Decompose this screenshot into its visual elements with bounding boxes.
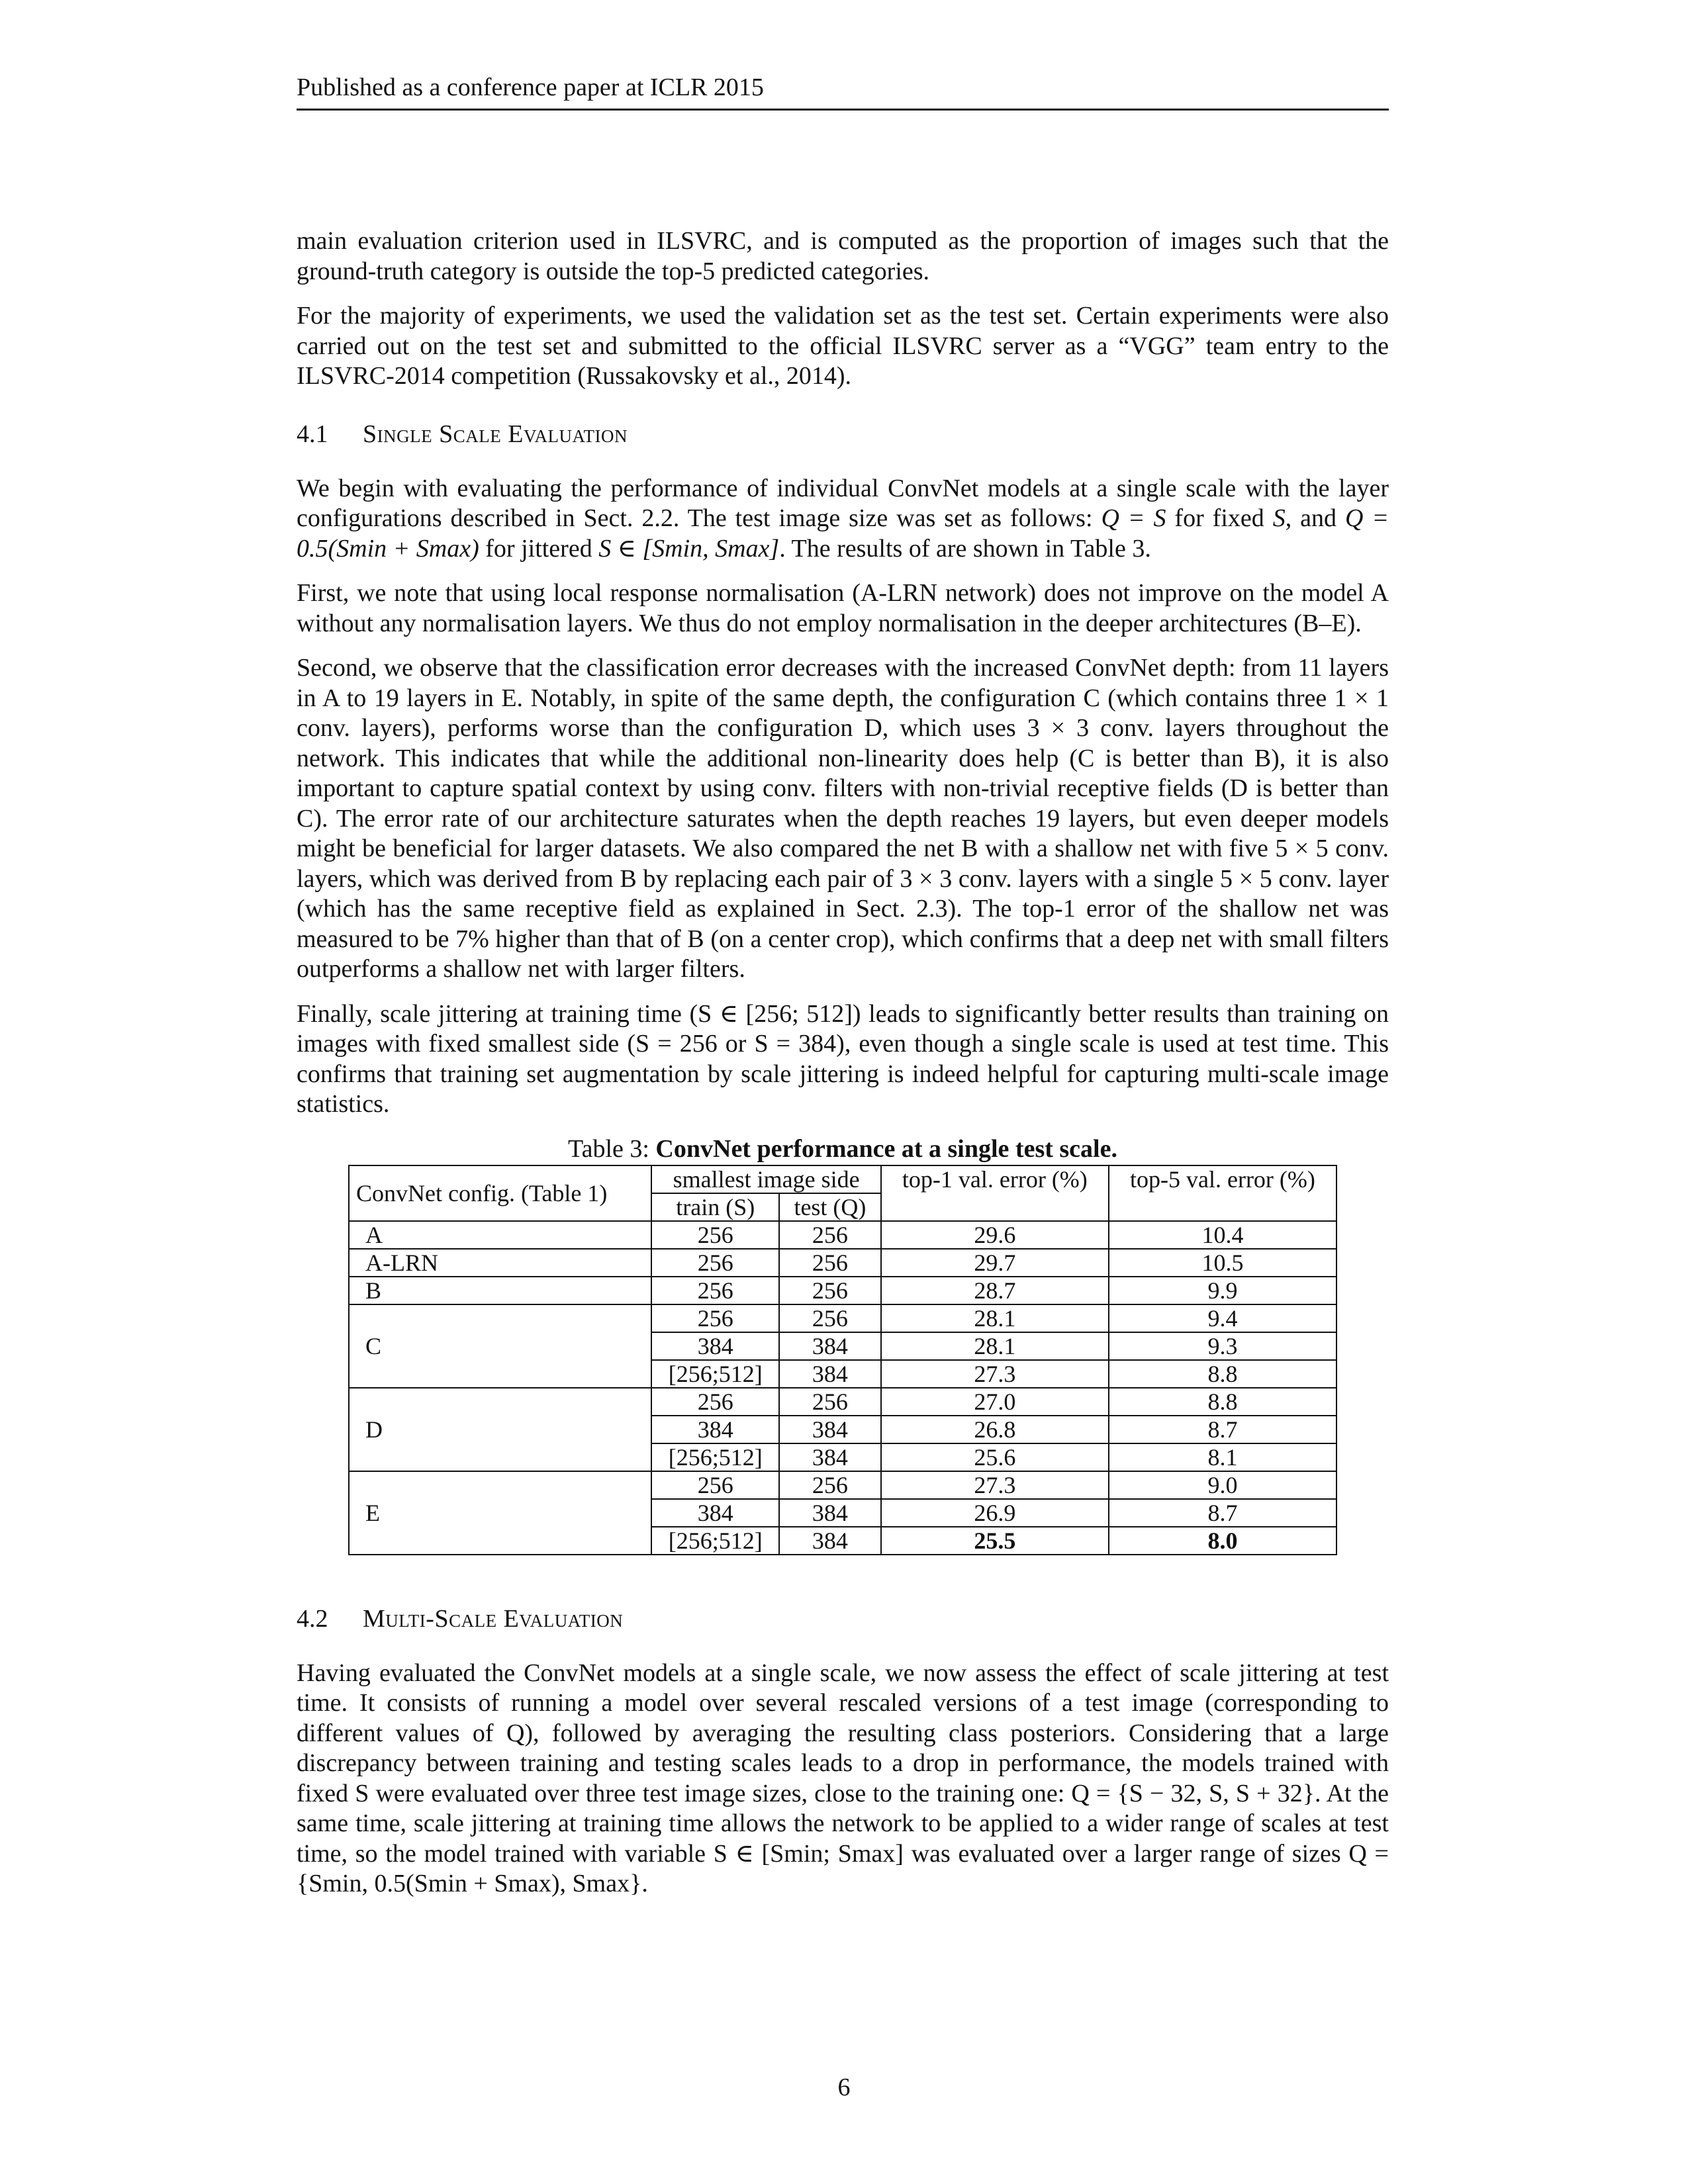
header-top1: top-1 val. error (%) bbox=[881, 1165, 1109, 1221]
cell-config: E bbox=[349, 1471, 651, 1555]
cell-top1: 28.7 bbox=[881, 1277, 1109, 1304]
cell-test: 256 bbox=[779, 1221, 881, 1249]
cell-top5: 8.7 bbox=[1109, 1416, 1336, 1443]
cell-top5: 8.1 bbox=[1109, 1443, 1336, 1471]
cell-top1: 27.3 bbox=[881, 1360, 1109, 1388]
cell-test: 256 bbox=[779, 1471, 881, 1499]
cell-config: B bbox=[349, 1277, 651, 1304]
section-title: Multi-Scale Evaluation bbox=[363, 1604, 624, 1633]
cell-train: 384 bbox=[651, 1499, 779, 1527]
text-run: . The results of are shown in Table 3. bbox=[779, 534, 1151, 563]
section-number: 4.1 bbox=[297, 420, 328, 448]
cell-train: 384 bbox=[651, 1332, 779, 1360]
header-top5: top-5 val. error (%) bbox=[1109, 1165, 1336, 1221]
header-train: train (S) bbox=[651, 1193, 779, 1221]
section-4-2-paragraph-1: Having evaluated the ConvNet models at a single scale, we now assess the effect of scale jittering at test time. It consists of running a model over several rescaled versions of a test image (corresponding to different values of Q), followed by averaging the resulting class posteriors. Considering that a large discrepancy between training and testing scales leads to a drop in performance, the models trained with fixed S were evaluated over three test image sizes, close to the training one: Q = {S − 32, S, S + 32}. At the same time, scale jittering at training time allows the network to be applied to a wider range of scales at test time, so the model trained with variable S ∈ [Smin; Smax] was evaluated over a larger range of sizes Q = {Smin, 0.5(Smin + Smax), Smax}. bbox=[297, 1659, 1389, 1897]
cell-top1: 29.6 bbox=[881, 1221, 1109, 1249]
text-run: for fixed bbox=[1166, 504, 1273, 532]
cell-top5: 9.0 bbox=[1109, 1471, 1336, 1499]
cell-top1: 25.5 bbox=[881, 1527, 1109, 1555]
table-row bbox=[349, 1471, 1336, 1499]
cell-config: C bbox=[349, 1304, 651, 1388]
cell-train: [256;512] bbox=[651, 1360, 779, 1388]
results-table bbox=[348, 1165, 1337, 1555]
page-number: 6 bbox=[837, 2073, 851, 2101]
cell-test: 256 bbox=[779, 1304, 881, 1332]
section-title: Single Scale Evaluation bbox=[363, 420, 628, 448]
cell-top1: 27.0 bbox=[881, 1388, 1109, 1416]
cell-top5: 8.8 bbox=[1109, 1360, 1336, 1388]
cell-train: 256 bbox=[651, 1471, 779, 1499]
cell-config: D bbox=[349, 1388, 651, 1471]
cell-top5: 9.4 bbox=[1109, 1304, 1336, 1332]
cell-top5: 8.0 bbox=[1109, 1527, 1336, 1555]
cell-top1: 25.6 bbox=[881, 1443, 1109, 1471]
cell-top1: 26.8 bbox=[881, 1416, 1109, 1443]
table-body bbox=[349, 1221, 1336, 1555]
math-inline: Q = 0.5(Smin + Smax) bbox=[297, 504, 1389, 563]
cell-test: 256 bbox=[779, 1277, 881, 1304]
cell-train: 384 bbox=[651, 1416, 779, 1443]
cell-test: 384 bbox=[779, 1332, 881, 1360]
text-run: for jittered bbox=[479, 534, 599, 563]
caption-label: Table 3: bbox=[568, 1134, 656, 1163]
cell-train: 256 bbox=[651, 1249, 779, 1277]
cell-top1: 26.9 bbox=[881, 1499, 1109, 1527]
header-config: ConvNet config. (Table 1) bbox=[349, 1165, 651, 1221]
cell-top1: 28.1 bbox=[881, 1304, 1109, 1332]
section-4-1-paragraph-3: Second, we observe that the classification error decreases with the increased ConvNet depth: from 11 layers in A to 19 layers in E. Notably, in spite of the same depth, the configuration C (which contains three 1 × 1 conv. layers), performs worse than the configuration D, which uses 3 × 3 conv. layers throughout the network. This indicates that while the additional non-linearity does help (C is better than B), it is also important to capture spatial context by using conv. filters with non-trivial receptive fields (D is better than C). The error rate of our architecture saturates when the depth reaches 19 layers, but even deeper models might be beneficial for larger datasets. We also compared the net B with a shallow net with five 5 × 5 conv. layers, which was derived from B by replacing each pair of 3 × 3 conv. layers with a single 5 × 5 conv. layer (which has the same receptive field as explained in Sect. 2.3). The top-1 error of the shallow net was measured to be 7% higher than that of B (on a center crop), which confirms that a deep net with small filters outperforms a shallow net with larger filters. bbox=[297, 654, 1389, 983]
cell-top5: 8.7 bbox=[1109, 1499, 1336, 1527]
cell-config: A bbox=[349, 1221, 651, 1249]
cell-test: 256 bbox=[779, 1388, 881, 1416]
cell-test: 384 bbox=[779, 1499, 881, 1527]
table-row bbox=[349, 1249, 1336, 1277]
cell-train: [256;512] bbox=[651, 1443, 779, 1471]
cell-train: 256 bbox=[651, 1277, 779, 1304]
page-body bbox=[297, 226, 1389, 1914]
section-4-1-paragraph-2: First, we note that using local response normalisation (A-LRN network) does not improve on the model A without any normalisation layers. We thus do not employ normalisation in the deeper architectures (B–E). bbox=[297, 579, 1389, 637]
section-4-1-paragraph-4: Finally, scale jittering at training time (S ∈ [256; 512]) leads to significantly better results than training on images with fixed smallest side (S = 256 or S = 384), even though a single scale is used at test time. This confirms that training set augmentation by scale jittering is indeed helpful for capturing multi-scale image statistics. bbox=[297, 999, 1389, 1118]
section-4-1-paragraph-1 bbox=[297, 474, 1389, 565]
math-inline: S bbox=[1272, 504, 1286, 532]
intro-paragraph-2: For the majority of experiments, we used the validation set as the test set. Certain experiments were also carried out on the test set and submitted to the official ILSVRC server as a “VGG” team entry to the ILSVRC-2014 competition (Russakovsky et al., 2014). bbox=[297, 302, 1389, 390]
intro-paragraph-1: main evaluation criterion used in ILSVRC, and is computed as the proportion of images such that the ground-truth category is outside the top-5 predicted categories. bbox=[297, 227, 1389, 285]
text-run: , and bbox=[1285, 504, 1345, 532]
section-heading-4-2 bbox=[297, 1603, 1389, 1635]
section-heading-4-1 bbox=[297, 418, 1389, 450]
cell-config: A-LRN bbox=[349, 1249, 651, 1277]
cell-top5: 10.4 bbox=[1109, 1221, 1336, 1249]
table-row bbox=[349, 1277, 1336, 1304]
cell-top1: 29.7 bbox=[881, 1249, 1109, 1277]
table-caption bbox=[297, 1134, 1389, 1163]
cell-train: 256 bbox=[651, 1221, 779, 1249]
header-smallest-side: smallest image side bbox=[651, 1165, 880, 1193]
cell-top5: 9.9 bbox=[1109, 1277, 1336, 1304]
cell-train: [256;512] bbox=[651, 1527, 779, 1555]
text-run: We begin with evaluating the performance of individual ConvNet models at a single scale with the layer configurations described in Sect. 2.2. The test image size was set as follows: bbox=[297, 474, 1389, 532]
cell-test: 384 bbox=[779, 1527, 881, 1555]
cell-train: 256 bbox=[651, 1388, 779, 1416]
cell-top5: 8.8 bbox=[1109, 1388, 1336, 1416]
cell-test: 256 bbox=[779, 1249, 881, 1277]
cell-test: 384 bbox=[779, 1416, 881, 1443]
math-inline: S ∈ [Smin, Smax] bbox=[598, 534, 780, 563]
cell-train: 256 bbox=[651, 1304, 779, 1332]
cell-top1: 28.1 bbox=[881, 1332, 1109, 1360]
table-row bbox=[349, 1388, 1336, 1416]
table-row bbox=[349, 1221, 1336, 1249]
caption-title: ConvNet performance at a single test scale. bbox=[655, 1134, 1117, 1163]
cell-top1: 27.3 bbox=[881, 1471, 1109, 1499]
cell-top5: 9.3 bbox=[1109, 1332, 1336, 1360]
table-row bbox=[349, 1304, 1336, 1332]
cell-test: 384 bbox=[779, 1443, 881, 1471]
header-test: test (Q) bbox=[779, 1193, 881, 1221]
cell-top5: 10.5 bbox=[1109, 1249, 1336, 1277]
math-inline: Q = S bbox=[1101, 504, 1166, 532]
cell-test: 384 bbox=[779, 1360, 881, 1388]
section-number: 4.2 bbox=[297, 1604, 328, 1633]
running-header: Published as a conference paper at ICLR 2015 bbox=[297, 71, 1389, 111]
